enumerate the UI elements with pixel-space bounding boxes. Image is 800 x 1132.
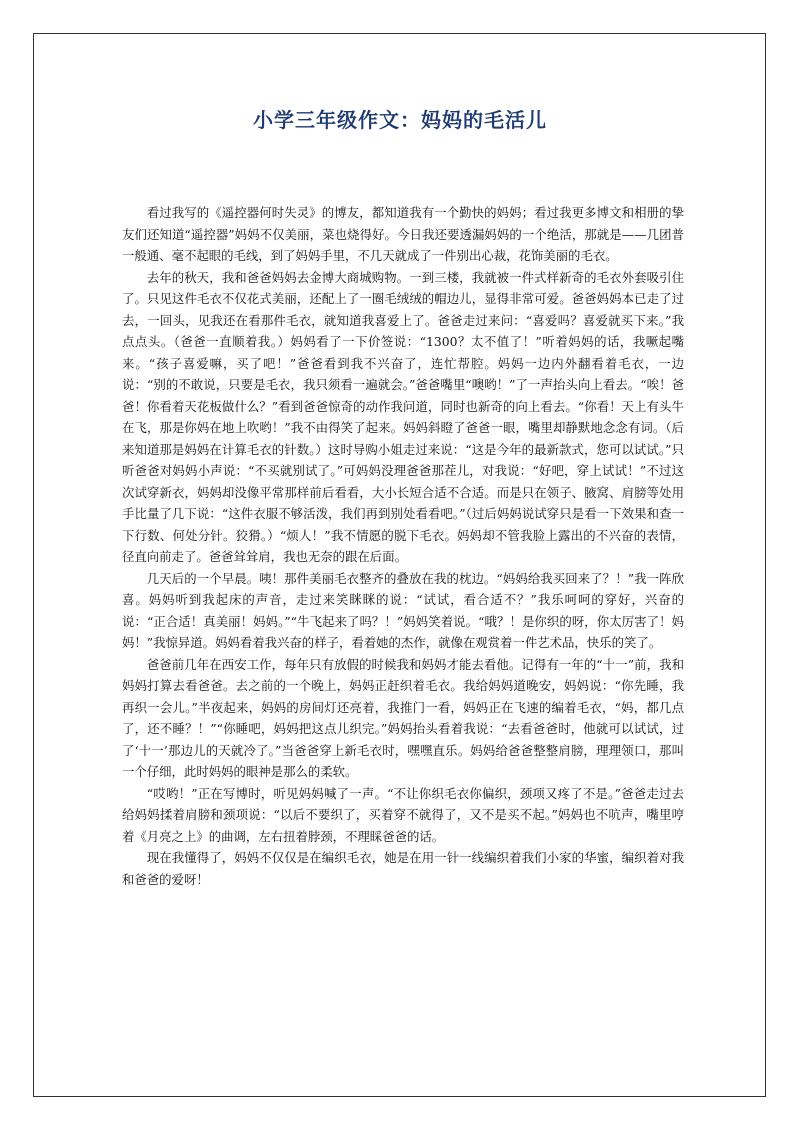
essay-title: 小学三年级作文：妈妈的毛活儿	[253, 108, 547, 132]
paragraph-2: 去年的秋天，我和爸爸妈妈去金博大商城购物。一到三楼，我就被一件式样新奇的毛衣外套吸引住了。只见这件毛衣不仅花式美丽，还配上了一圈毛绒绒的帽边儿，显得非常可爱。爸爸妈妈本已走了过去，一回头，见我还在看那件毛衣，就知道我喜爱上了。爸爸走过来问：“喜爱吗？喜爱就买下来。”我点点头。（爸爸一直顺着我。）妈妈看了一下价签说：“1300？太不值了！”听着妈妈的话，我噘起嘴来。“孩子喜爱嘛，买了吧！”爸爸看到我不兴奋了，连忙帮腔。妈妈一边内外翻看着毛衣，一边说：“别的不敢说，只要是毛衣，我只须看一遍就会。”爸爸嘴里“噢哟！”了一声抬头向上看去。“唉！爸爸！你看着天花板做什么？”看到爸爸惊奇的动作我问道，同时也新奇的向上看去。“你看！天上有头牛在飞，那是你妈在地上吹哟！”我不由得笑了起来。妈妈斜瞪了爸爸一眼，嘴里却静默地念念有词。（后来知道那是妈妈在计算毛衣的针数。）这时导购小姐走过来说：“这是今年的最新款式，您可以试试。”只听爸爸对妈妈小声说：“不买就别试了。”可妈妈没理爸爸那茬儿，对我说：“好吧，穿上试试！”不过这次试穿新衣，妈妈却没像平常那样前后看看，大小长短合适不合适。而是只在领子、腋窝、肩膀等处用手比量了几下说：“这件衣服不够活泼，我们再到别处看看吧。”（过后妈妈说试穿只是看一下效果和查一下行数、何处分针。狡猾。）“烦人！”我不情愿的脱下毛衣。妈妈却不管我脸上露出的不兴奋的表情，径直向前走了。爸爸耸耸肩，我也无奈的跟在后面。	[122, 269, 684, 564]
paragraph-5: “哎哟！”正在写博时，听见妈妈喊了一声。“不让你织毛衣你偏织，颈项又疼了不是。”爸爸走过去给妈妈揉着肩膀和颈项说：“以后不要织了，买着穿不就得了，又不是买不起。”妈妈也不吭声，嘴里哼着《月亮之上》的曲调，左右扭着脖颈，不理睬爸爸的话。	[122, 785, 684, 844]
paragraph-4: 爸爸前几年在西安工作，每年只有放假的时候我和妈妈才能去看他。记得有一年的“十一”前，我和妈妈打算去看爸爸。去之前的一个晚上，妈妈正赶织着毛衣。我给妈妈道晚安，妈妈说：“你先睡，我再织一会儿。”半夜起来，妈妈的房间灯还亮着，我推门一看，妈妈正在飞速的编着毛衣，“妈，都几点了，还不睡？！”“你睡吧，妈妈把这点儿织完。”妈妈抬头看着我说：“去看爸爸时，他就可以试试，过了‘十一’那边儿的天就冷了。”当爸爸穿上新毛衣时，嘿嘿直乐。妈妈给爸爸整整肩膀，理理领口，那叫一个仔细，此时妈妈的眼神是那么的柔软。	[122, 656, 684, 779]
paragraph-3: 几天后的一个早晨。咦！那件美丽毛衣整齐的叠放在我的枕边。“妈妈给我买回来了？！”我一阵欣喜。妈妈听到我起床的声音，走过来笑眯眯的说：“试试，看合适不？”我乐呵呵的穿好，兴奋的说：“正合适！真美丽！妈妈。”“牛飞起来了吗？！”妈妈笑着说。“哦？！是你织的呀，你太厉害了！妈妈！”我惊异道。妈妈看着我兴奋的样子，看着她的杰作，就像在观赏着一件艺术品，快乐的笑了。	[122, 570, 684, 650]
paragraph-6: 现在我懂得了，妈妈不仅仅是在编织毛衣，她是在用一针一线编织着我们小家的华蜜，编织着对我和爸爸的爱呀！	[122, 850, 684, 887]
paragraph-1: 看过我写的《遥控器何时失灵》的博友，都知道我有一个勤快的妈妈；看过我更多博文和相册的挚友们还知道“遥控器”妈妈不仅美丽，菜也烧得好。今日我还要透漏妈妈的一个绝活，那就是——几团普一般通、毫不起眼的毛线，到了妈妈手里，不几天就成了一件别出心裁，花饰美丽的毛衣。	[122, 205, 684, 263]
essay-body	[122, 202, 684, 890]
